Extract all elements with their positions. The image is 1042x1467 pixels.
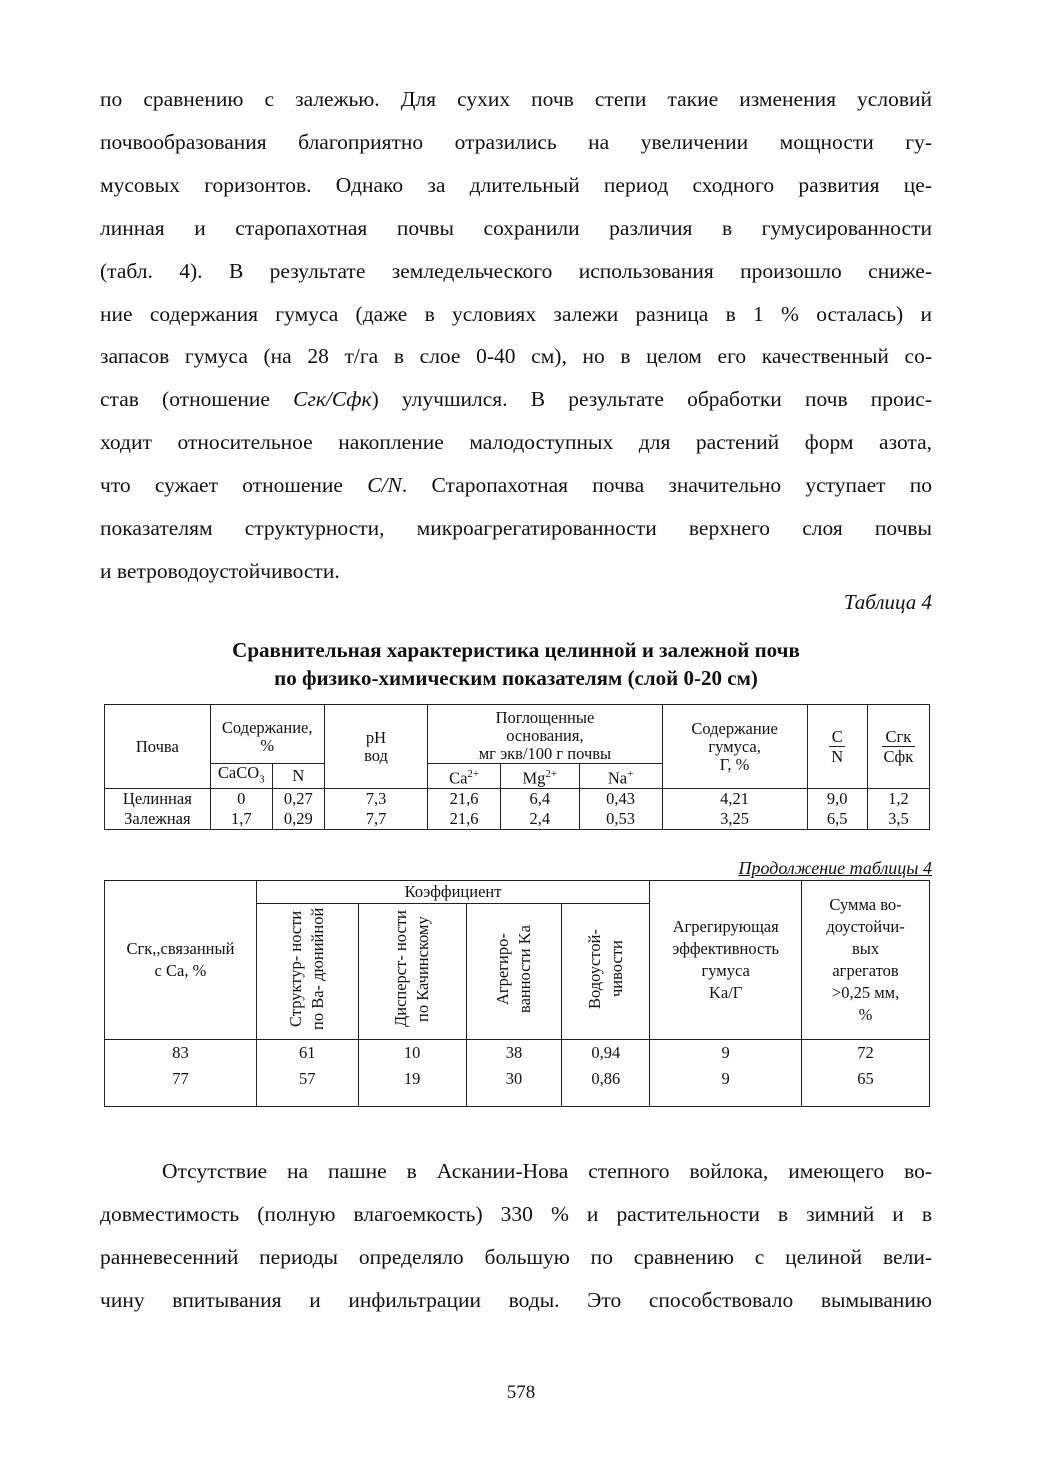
text-line: почвообразования благоприятно отразились на увеличении мощности гу- xyxy=(100,129,932,154)
fraction-c-n xyxy=(829,727,845,766)
mg-sup: 2+ xyxy=(545,767,558,780)
cell-struct: 57 xyxy=(256,1066,358,1106)
header-ca xyxy=(428,764,501,789)
header-absorbed-2: основания, xyxy=(506,726,584,745)
cell-sum: 72 xyxy=(802,1040,930,1067)
page-number: 578 xyxy=(506,1382,536,1403)
text-line: показателям структурности, микроагрегатированности верхнего слоя почвы xyxy=(100,516,932,541)
fraction-den: N xyxy=(831,747,844,767)
cell-cgk: 77 xyxy=(105,1066,257,1106)
header-water-text: Водоустой- чивости xyxy=(584,928,626,1009)
text-segment: . Старопахотная почва значительно уступает по xyxy=(401,473,932,498)
header-aggr-eff-3: гумуса xyxy=(701,961,750,980)
mg-label: Mg xyxy=(522,768,546,788)
header-n: N xyxy=(272,764,324,789)
header-absorbed-1: Поглощенные xyxy=(495,708,595,727)
text-line: ходит относительное накопление малодоступных для растений форм азота, xyxy=(100,430,932,455)
table-row xyxy=(105,789,930,810)
cell-mg: 2,4 xyxy=(500,809,579,830)
header-disp-text: Дисперст- ности по Качинскому xyxy=(391,910,433,1027)
header-row xyxy=(105,705,930,764)
text-line: (табл. 4). В результате земледельческого использования произошло сниже- xyxy=(100,258,932,283)
table-4-continuation xyxy=(104,880,930,1107)
na-sup: + xyxy=(627,767,634,780)
text-line: ние содержания гумуса (даже в условиях залежи разница в 1 % осталась) и xyxy=(100,301,932,326)
cell-caco3: 1,7 xyxy=(210,809,272,830)
text-line: Отсутствие на пашне в Аскании-Нова степного войлока, имеющего во- xyxy=(162,1159,932,1183)
ratio-c-n: C/N xyxy=(367,473,402,498)
header-mg xyxy=(500,764,579,789)
cell-ca: 21,6 xyxy=(428,809,501,830)
cell-ph: 7,7 xyxy=(324,809,428,830)
header-ph-sub: вод xyxy=(364,745,388,765)
cell-aggr-eff: 9 xyxy=(650,1066,802,1106)
cell-ca: 21,6 xyxy=(428,789,501,810)
text-line: и ветроводоустойчивости. xyxy=(100,558,340,583)
fraction-num: Cгк xyxy=(882,727,916,747)
caption-line: Сравнительная характеристика целинной и залежной почв xyxy=(232,638,800,662)
cell-struct: 61 xyxy=(256,1040,358,1067)
cell-soil: Целинная xyxy=(105,789,211,810)
cell-na: 0,53 xyxy=(579,809,662,830)
header-aggr-eff xyxy=(650,881,802,1040)
header-sum-3: вых xyxy=(851,939,880,958)
header-aggr-text: Агрегиро- ванности Kа xyxy=(492,924,534,1013)
text-line: ранневесенний периоды определяло большую по сравнению с целиной вели- xyxy=(100,1244,932,1269)
fraction-cgk-cfk xyxy=(882,727,916,766)
continuation-label: Продолжение таблицы 4 xyxy=(738,858,932,878)
text-line: запасов гумуса (на 28 т/га в слое 0-40 см), но в целом его качественный со- xyxy=(100,344,932,369)
header-sum-1: Сумма во- xyxy=(829,895,902,914)
cell-soil: Залежная xyxy=(105,809,211,830)
ratio-cgk-cfk: Cгк/Cфк xyxy=(293,387,372,412)
text-segment: став (отношение xyxy=(100,387,294,412)
cell-humus: 3,25 xyxy=(662,809,807,830)
header-cgk-2: с Ca, % xyxy=(154,961,207,980)
cell-humus: 4,21 xyxy=(662,789,807,810)
header-ph-label: pH xyxy=(365,727,387,747)
header-content-label: Содержание, xyxy=(221,718,313,737)
header-sum-5: >0,25 мм, xyxy=(831,983,900,1002)
header-c-n xyxy=(807,705,867,789)
header-sum xyxy=(802,881,930,1040)
paragraph-1 xyxy=(100,78,932,593)
table-row xyxy=(105,1066,930,1106)
header-absorbed-3: мг экв/100 г почвы xyxy=(478,744,612,763)
text-segment: ) улучшился. В результате обработки почв проис- xyxy=(371,387,932,412)
fraction-num: C xyxy=(829,727,845,747)
header-disp xyxy=(358,904,466,1040)
header-na xyxy=(579,764,662,789)
ca-label: Ca xyxy=(449,768,468,788)
header-content-unit: % xyxy=(260,736,275,755)
cell-n: 0,29 xyxy=(272,809,324,830)
table-4-main xyxy=(104,704,930,830)
cell-cn: 9,0 xyxy=(807,789,867,810)
header-water xyxy=(562,904,650,1040)
header-humus xyxy=(662,705,807,789)
text-line: по сравнению с залежью. Для сухих почв степи такие изменения условий xyxy=(100,87,932,111)
cell-aggr-eff: 9 xyxy=(650,1040,802,1067)
header-absorbed xyxy=(428,705,662,764)
header-coefficient: Коэффициент xyxy=(256,881,649,904)
header-sum-2: доустойчи- xyxy=(826,917,905,936)
text-line: чину впитывания и инфильтрации воды. Это способствовало вымыванию xyxy=(100,1287,932,1312)
cell-mg: 6,4 xyxy=(500,789,579,810)
header-cgk xyxy=(105,881,257,1040)
header-content xyxy=(210,705,324,764)
header-row xyxy=(105,881,930,904)
cell-aggr: 30 xyxy=(466,1066,562,1106)
cell-disp: 10 xyxy=(358,1040,466,1067)
text-line: довместимость (полную влагоемкость) 330 % и растительности в зимний и в xyxy=(100,1201,932,1226)
paragraph-2 xyxy=(100,1150,932,1322)
header-aggr-eff-1: Агрегирующая xyxy=(672,917,779,936)
text-line xyxy=(100,464,932,507)
header-aggr-eff-2: эффективность xyxy=(672,939,780,958)
fraction-den: Cфк xyxy=(883,747,914,767)
cell-sum: 65 xyxy=(802,1066,930,1106)
cell-ph: 7,3 xyxy=(324,789,428,810)
header-cgk-1: Cгк,,связанный xyxy=(126,939,235,958)
header-struct xyxy=(256,904,358,1040)
cell-na: 0,43 xyxy=(579,789,662,810)
header-soil: Почва xyxy=(105,705,211,789)
text-segment: что сужает отношение xyxy=(100,473,368,498)
cell-cgk: 83 xyxy=(105,1040,257,1067)
ca-sup: 2+ xyxy=(467,767,480,780)
table-row xyxy=(105,1040,930,1067)
header-aggr xyxy=(466,904,562,1040)
text-line: мусовых горизонтов. Однако за длительный период сходного развития це- xyxy=(100,172,932,197)
header-sum-4: агрегатов xyxy=(832,961,899,980)
cell-disp: 19 xyxy=(358,1066,466,1106)
text-line: линная и старопахотная почвы сохранили различия в гумусированности xyxy=(100,215,932,240)
cell-water: 0,94 xyxy=(562,1040,650,1067)
caco3-label: CaCO xyxy=(217,763,260,782)
header-humus-1: Содержание xyxy=(691,718,778,738)
header-caco3 xyxy=(210,764,272,789)
table-caption xyxy=(100,636,932,692)
header-humus-3: Г, % xyxy=(719,754,750,774)
header-ph xyxy=(324,705,428,789)
na-label: Na xyxy=(607,768,628,788)
header-struct-text: Структур- ности по Ва- дюнийной xyxy=(286,907,328,1030)
caption-line: по физико-химическим показателям (слой 0-20 см) xyxy=(274,666,758,690)
header-sum-6: % xyxy=(858,1005,873,1024)
header-cgk-cfk xyxy=(867,705,929,789)
table-label: Таблица 4 xyxy=(843,590,932,614)
table-row xyxy=(105,809,930,830)
header-humus-2: гумуса, xyxy=(708,736,761,756)
cell-caco3: 0 xyxy=(210,789,272,810)
text-line xyxy=(100,378,932,421)
cell-water: 0,86 xyxy=(562,1066,650,1106)
cell-ratio: 1,2 xyxy=(867,789,929,810)
header-aggr-eff-4: Kа/Г xyxy=(708,983,743,1002)
cell-ratio: 3,5 xyxy=(867,809,929,830)
cell-n: 0,27 xyxy=(272,789,324,810)
cell-cn: 6,5 xyxy=(807,809,867,830)
caco3-sub: 3 xyxy=(259,773,265,786)
cell-aggr: 38 xyxy=(466,1040,562,1067)
